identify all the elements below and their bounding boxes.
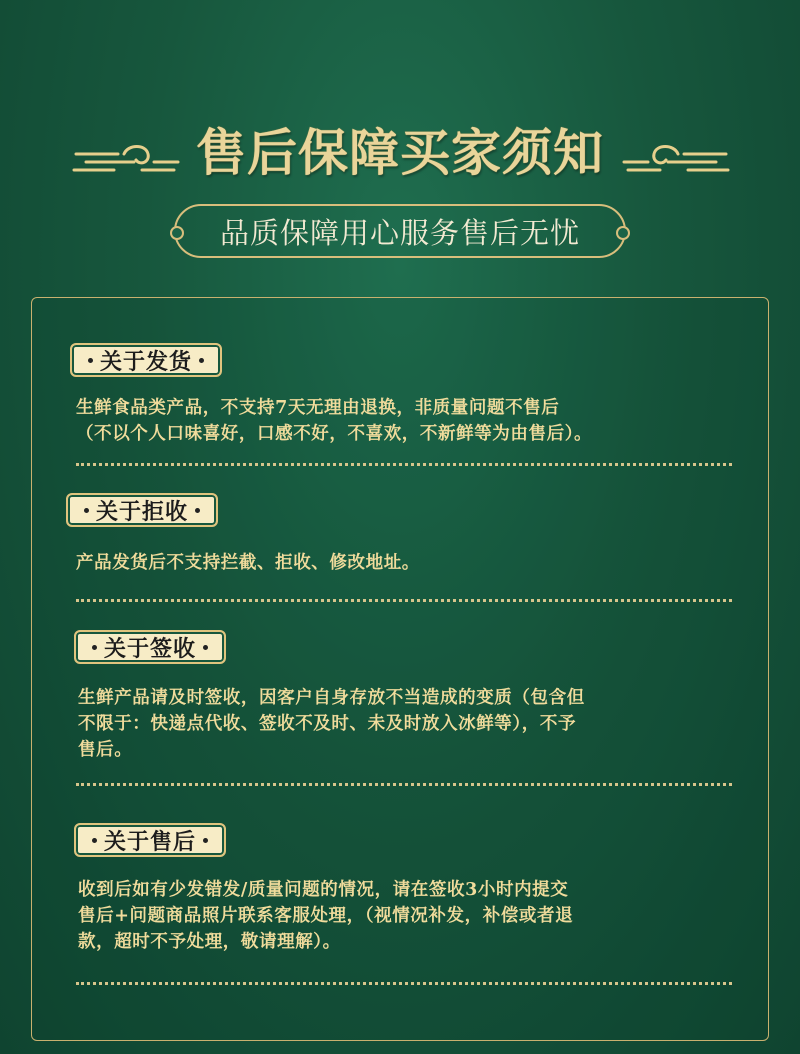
body-line: 生鲜产品请及时签收，因客户自身存放不当造成的变质（包含但 bbox=[78, 688, 585, 708]
section-label: 关于售后 bbox=[104, 828, 197, 855]
section-body-receipt bbox=[78, 685, 585, 763]
body-line: 收到后如有少发错发/质量问题的情况，请在签收3小时内提交 bbox=[78, 880, 569, 900]
tag-dot-icon bbox=[92, 645, 97, 650]
body-line: 生鲜食品类产品，不支持7天无理由退换，非质量问题不售后 bbox=[76, 398, 560, 418]
section-tag-after-sales bbox=[74, 823, 226, 857]
section-label: 关于签收 bbox=[104, 635, 197, 662]
dotted-divider bbox=[76, 982, 732, 985]
tag-dot-icon bbox=[199, 358, 204, 363]
cloud-ornament-right-icon bbox=[622, 140, 732, 180]
tag-dot-icon bbox=[195, 508, 200, 513]
section-tag-shipping bbox=[70, 343, 222, 377]
body-line: 不限于：快递点代收、签收不及时、未及时放入冰鲜等），不予 bbox=[78, 714, 577, 734]
page-title: 售后保障买家须知 bbox=[196, 124, 604, 182]
section-label: 关于拒收 bbox=[96, 498, 189, 525]
body-line: 款，超时不予处理，敬请理解）。 bbox=[78, 932, 341, 952]
dotted-divider bbox=[76, 783, 732, 786]
section-body-after-sales bbox=[78, 877, 573, 955]
dotted-divider bbox=[76, 463, 732, 466]
body-line: 产品发货后不支持拦截、拒收、修改地址。 bbox=[76, 553, 420, 573]
section-label: 关于发货 bbox=[100, 348, 193, 375]
section-body-shipping bbox=[76, 395, 592, 447]
section-tag-refusal bbox=[66, 493, 218, 527]
tag-dot-icon bbox=[203, 838, 208, 843]
body-line: 售后+问题商品照片联系客服处理，（视情况补发，补偿或者退 bbox=[78, 906, 574, 926]
tag-dot-icon bbox=[92, 838, 97, 843]
tag-dot-icon bbox=[203, 645, 208, 650]
body-line: （不以个人口味喜好，口感不好，不喜欢，不新鲜等为由售后）。 bbox=[76, 424, 593, 444]
dotted-divider bbox=[76, 599, 732, 602]
tag-dot-icon bbox=[84, 508, 89, 513]
subtitle-banner bbox=[174, 204, 626, 258]
body-line: 售后。 bbox=[78, 740, 133, 760]
section-tag-receipt bbox=[74, 630, 226, 664]
page-subtitle: 品质保障用心服务售后无忧 bbox=[219, 215, 580, 250]
section-body-refusal bbox=[76, 550, 420, 576]
tag-dot-icon bbox=[88, 358, 93, 363]
